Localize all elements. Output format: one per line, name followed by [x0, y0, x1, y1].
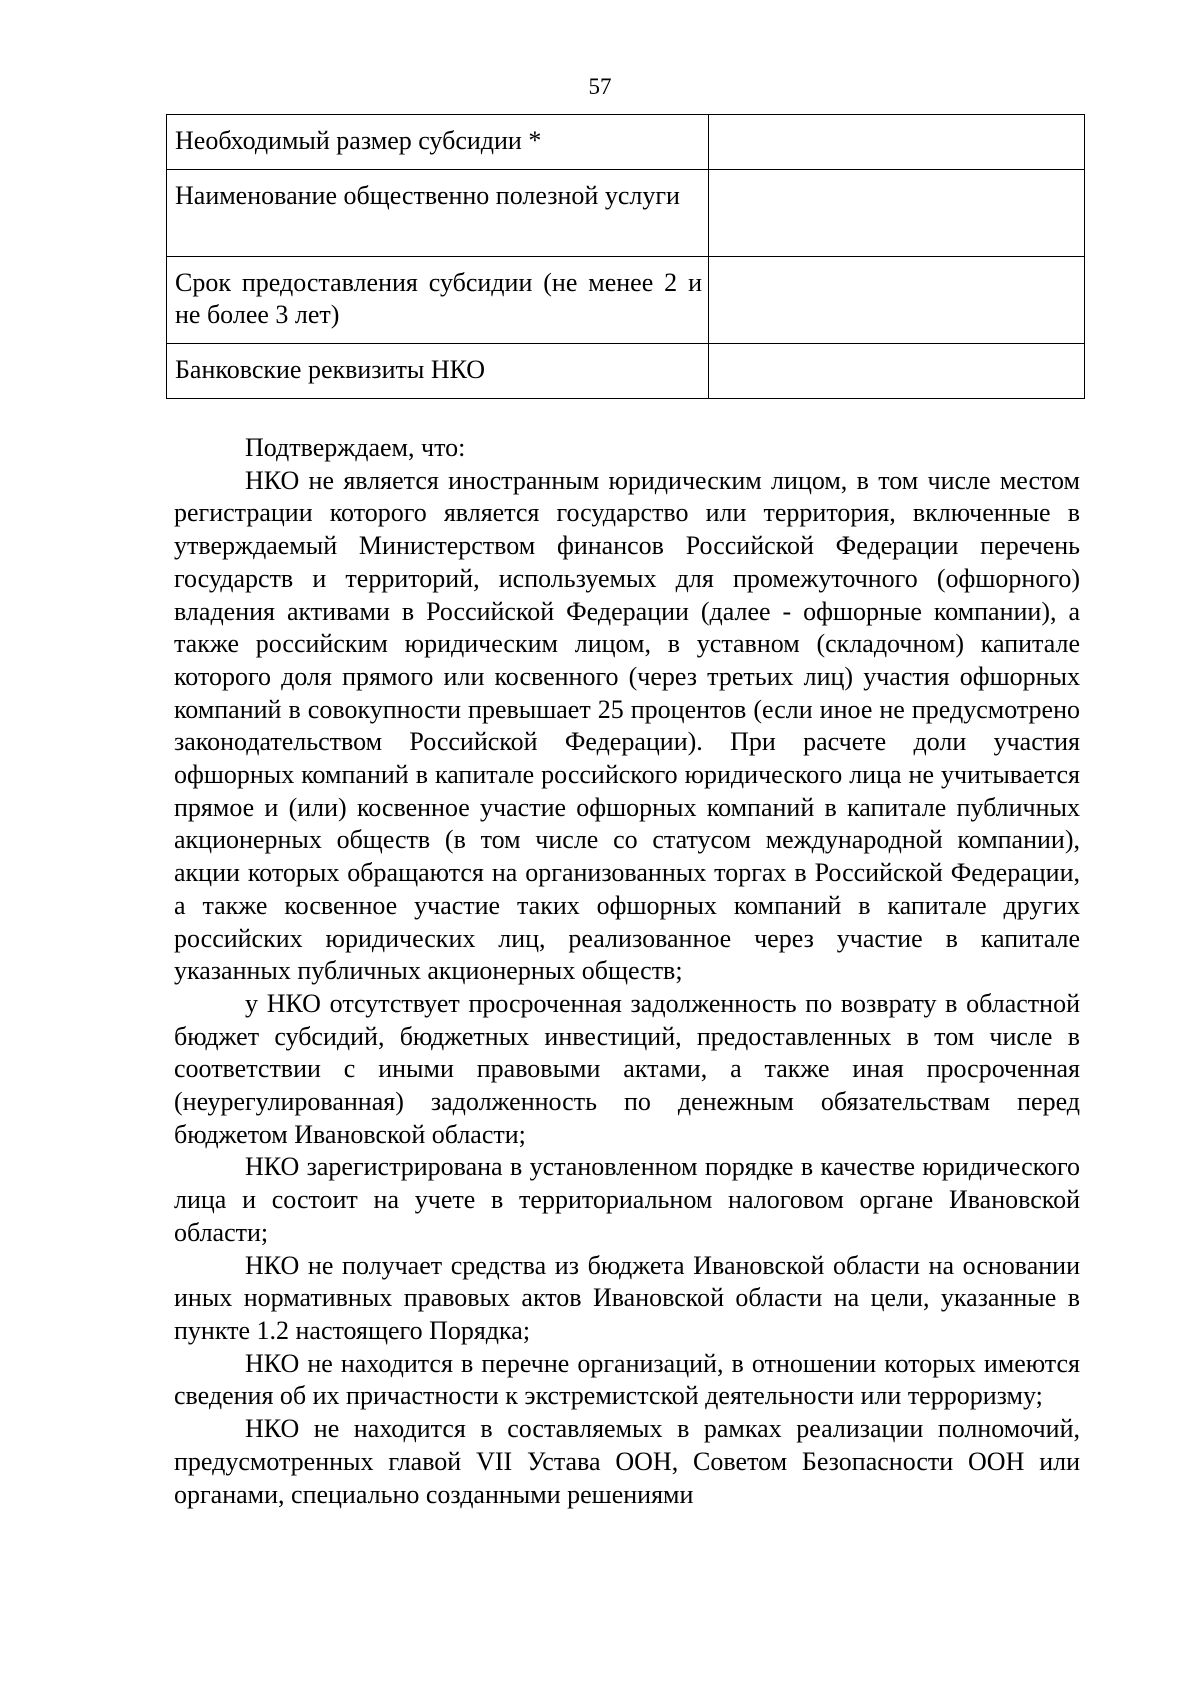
table-value-subsidy-term[interactable] [709, 257, 1085, 344]
paragraph-not-offshore: НКО не является иностранным юридическим лицом, в том числе местом регистрации которого является государство или территория, включенные в утверждаемый Министерством финансов Российской Федерации перечень государств и территорий, используемых для промежуточного (офшорного) владения активами в Российской Федерации (далее - офшорные компании), а также российским юридическим лицом, в уставном (складочном) капитале которого доля прямого или косвенного (через третьих лиц) участия офшорных компаний в совокупности превышает 25 процентов (если иное не предусмотрено законодательством Российской Федерации). При расчете доли участия офшорных компаний в капитале российского юридического лица не учитывается прямое и (или) косвенное участие офшорных компаний в капитале публичных акционерных обществ (в том числе со статусом международной компании), акции которых обращаются на организованных торгах в Российской Федерации, а также косвенное участие таких офшорных компаний в капитале других российских юридических лиц, реализованное через участие в капитале указанных публичных акционерных обществ; [174, 465, 1080, 986]
table-value-bank-details[interactable] [709, 344, 1085, 399]
paragraph-no-debt: у НКО отсутствует просроченная задолженность по возврату в областной бюджет субсидий, бюджетных инвестиций, предоставленных в том числе в соответствии с иными правовыми актами, а также иная просроченная (неурегулированная) задолженность по денежным обязательствам перед бюджетом Ивановской области; [174, 988, 1080, 1149]
confirmation-intro: Подтверждаем, что: [245, 433, 466, 462]
page-number: 57 [588, 74, 612, 99]
table-value-service-name[interactable] [709, 170, 1085, 257]
table-row [167, 257, 1085, 344]
table-label-service-name: Наименование общественно полезной услуги [167, 170, 709, 257]
table-label-subsidy-amount: Необходимый размер субсидии * [167, 115, 709, 170]
table-label-bank-details: Банковские реквизиты НКО [167, 344, 709, 399]
paragraph-un-sanctions: НКО не находится в составляемых в рамках реализации полномочий, предусмотренных главой VII Устава ООН, Советом Безопасности ООН или органами, специально созданными решениями [174, 1414, 1080, 1509]
table-row [167, 344, 1085, 399]
table-label-subsidy-term: Срок предоставления субсидии (не менее 2 и не более 3 лет) [167, 257, 709, 344]
table-value-subsidy-amount[interactable] [709, 115, 1085, 170]
paragraph-no-other-funds: НКО не получает средства из бюджета Ивановской области на основании иных нормативных правовых актов Ивановской области на цели, указанные в пункте 1.2 настоящего Порядка; [174, 1250, 1080, 1345]
table-row [167, 170, 1085, 257]
subsidy-form-table [166, 114, 1085, 399]
table-row [167, 115, 1085, 170]
paragraph-not-extremist: НКО не находится в перечне организаций, в отношении которых имеются сведения об их причастности к экстремистской деятельности или терроризму; [174, 1348, 1080, 1411]
paragraph-registered: НКО зарегистрирована в установленном порядке в качестве юридического лица и состоит на учете в территориальном налоговом органе Ивановской области; [174, 1152, 1080, 1247]
confirmation-text [174, 432, 1080, 1511]
